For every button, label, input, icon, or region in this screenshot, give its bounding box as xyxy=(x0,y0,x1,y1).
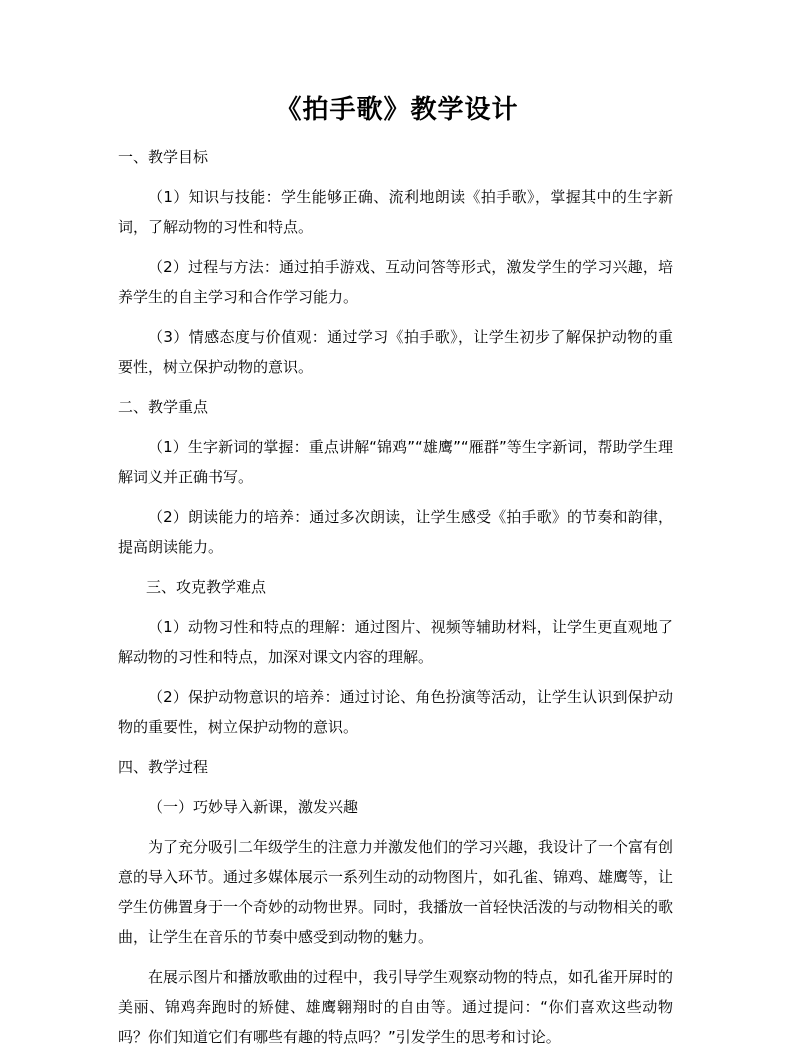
paragraph: （3）情感态度与价值观：通过学习《拍手歌》，让学生初步了解保护动物的重要性，树立保护动物的意识。 xyxy=(118,328,673,376)
paragraph: （1）知识与技能：学生能够正确、流利地朗读《拍手歌》，掌握其中的生字新词，了解动物的习性和特点。 xyxy=(118,188,673,236)
subheading: （一）巧妙导入新课，激发兴趣 xyxy=(148,798,359,816)
paragraph: 在展示图片和播放歌曲的过程中，我引导学生观察动物的特点，如孔雀开屏时的美丽、锦鸡奔跑时的矫健、雄鹰翱翔时的自由等。通过提问：“你们喜欢这些动物吗？你们知道它们有哪些有趣的特点吗？”引发学生的思考和讨论。 xyxy=(118,968,674,1046)
paragraph: （2）过程与方法：通过拍手游戏、互动问答等形式，激发学生的学习兴趣，培养学生的自主学习和合作学习能力。 xyxy=(118,258,673,306)
paragraph: 为了充分吸引二年级学生的注意力并激发他们的学习兴趣，我设计了一个富有创意的导入环节。通过多媒体展示一系列生动的动物图片，如孔雀、锦鸡、雄鹰等，让学生仿佛置身于一个奇妙的动物世界。同时，我播放一首轻快活泼的与动物相关的歌曲，让学生在音乐的节奏中感受到动物的魅力。 xyxy=(118,838,674,946)
section-heading: 二、教学重点 xyxy=(118,398,209,416)
document-body xyxy=(118,142,673,1062)
section-heading: 三、攻克教学难点 xyxy=(146,578,267,596)
document-title: 《拍手歌》教学设计 xyxy=(275,95,519,125)
paragraph: （2）朗读能力的培养：通过多次朗读，让学生感受《拍手歌》的节奏和韵律，提高朗读能力。 xyxy=(118,508,673,556)
paragraph: （1）生字新词的掌握：重点讲解“锦鸡”“雄鹰”“雁群”等生字新词，帮助学生理解词义并正确书写。 xyxy=(118,438,673,486)
paragraph: （2）保护动物意识的培养：通过讨论、角色扮演等活动，让学生认识到保护动物的重要性，树立保护动物的意识。 xyxy=(118,688,673,736)
section-heading: 一、教学目标 xyxy=(118,148,209,166)
paragraph: （1）动物习性和特点的理解：通过图片、视频等辅助材料，让学生更直观地了解动物的习性和特点，加深对课文内容的理解。 xyxy=(118,618,673,666)
section-heading: 四、教学过程 xyxy=(118,758,209,776)
